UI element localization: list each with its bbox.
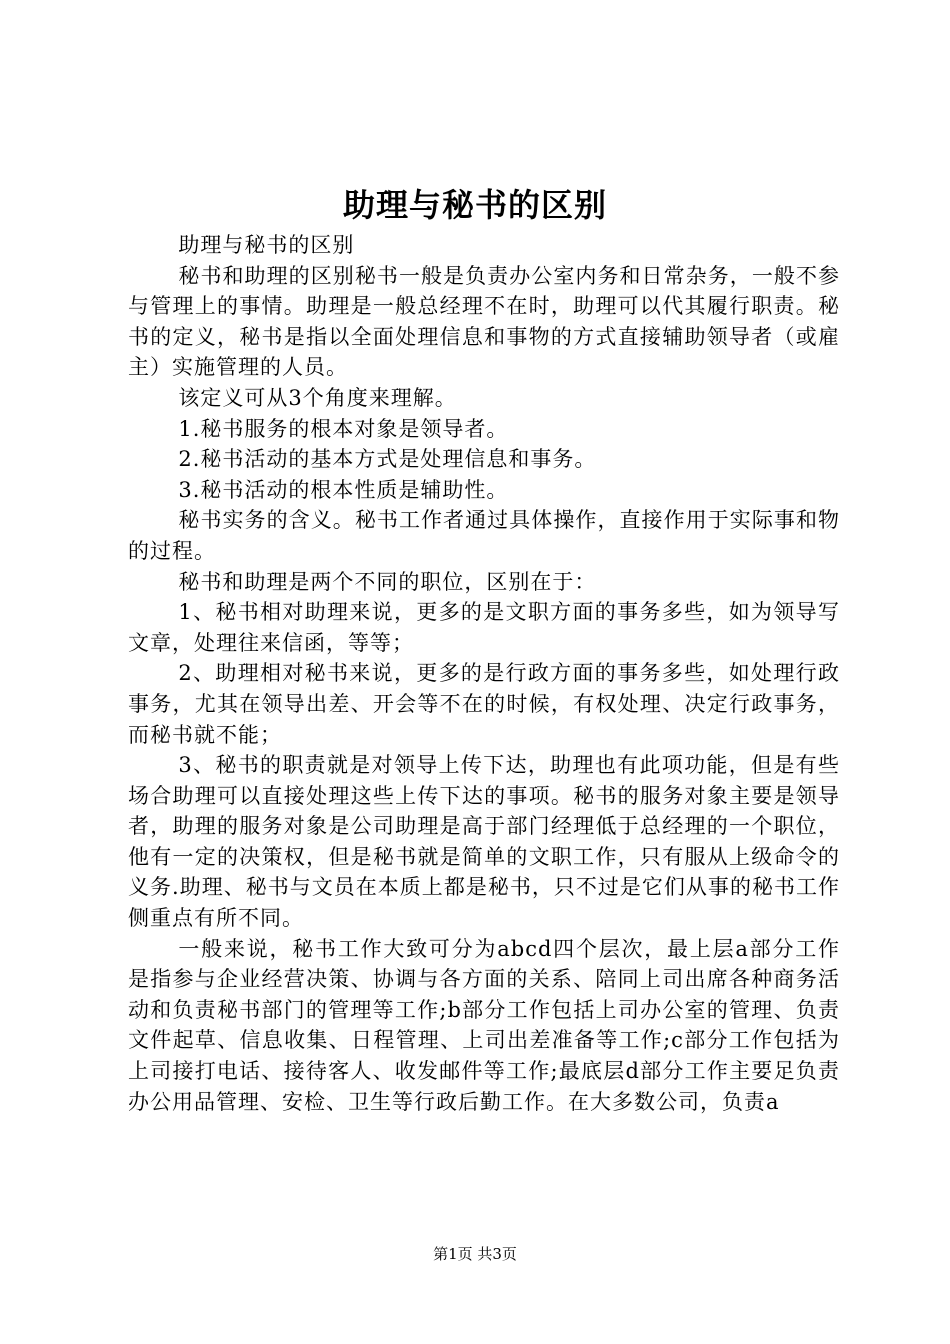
paragraph-practice: 秘书实务的含义。秘书工作者通过具体操作，直接作用于实际事和物的过程。 bbox=[128, 508, 840, 563]
paragraph-definition: 秘书和助理的区别秘书一般是负责办公室内务和日常杂务，一般不参与管理上的事情。助理是一般总经理不在时，助理可以代其履行职责。秘书的定义，秘书是指以全面处理信息和事物的方式直接辅助领导者（或雇主）实施管理的人员。 bbox=[128, 263, 840, 380]
paragraph-perspectives: 该定义可从3个角度来理解。 bbox=[178, 385, 457, 410]
list-item-2: 2.秘书活动的基本方式是处理信息和事务。 bbox=[178, 447, 597, 472]
paragraph-subtitle: 助理与秘书的区别 bbox=[178, 233, 355, 257]
paragraph-difference-intro: 秘书和助理是两个不同的职位，区别在于： bbox=[178, 569, 597, 594]
difference-item-3: 3、秘书的职责就是对领导上传下达，助理也有此项功能，但是有些场合助理可以直接处理这些上传下达的事项。秘书的服务对象主要是领导者，助理的服务对象是公司助理是高于部门经理低于总经理的一个职位，他有一定的决策权，但是秘书就是简单的文职工作，只有服从上级命令的义务.助理、秘书与文员在本质上都是秘书，只不过是它们从事的秘书工作侧重点有所不同。 bbox=[128, 753, 840, 931]
difference-item-2: 2、助理相对秘书来说，更多的是行政方面的事务多些，如处理行政事务，尤其在领导出差、开会等不在的时候，有权处理、决定行政事务，而秘书就不能； bbox=[128, 661, 840, 747]
document-title: 助理与秘书的区别 bbox=[342, 186, 607, 224]
list-item-1: 1.秘书服务的根本对象是领导者。 bbox=[178, 416, 509, 441]
difference-item-1: 1、秘书相对助理来说，更多的是文职方面的事务多些，如为领导写文章，处理往来信函，等等； bbox=[128, 600, 840, 655]
document-body bbox=[128, 230, 840, 1117]
paragraph-levels: 一般来说，秘书工作大致可分为abcd四个层次，最上层a部分工作是指参与企业经营决策、协调与各方面的关系、陪同上司出席各种商务活动和负责秘书部门的管理等工作;b部分工作包括上司办公室的管理、负责文件起草、信息收集、日程管理、上司出差准备等工作;c部分工作包括为上司接打电话、接待客人、收发邮件等工作;最底层d部分工作主要足负责办公用品管理、安检、卫生等行政后勤工作。在大多数公司，负责a bbox=[128, 936, 840, 1114]
page-footer: 第1页 共3页 bbox=[433, 1245, 517, 1263]
list-item-3: 3.秘书活动的根本性质是辅助性。 bbox=[178, 477, 509, 502]
